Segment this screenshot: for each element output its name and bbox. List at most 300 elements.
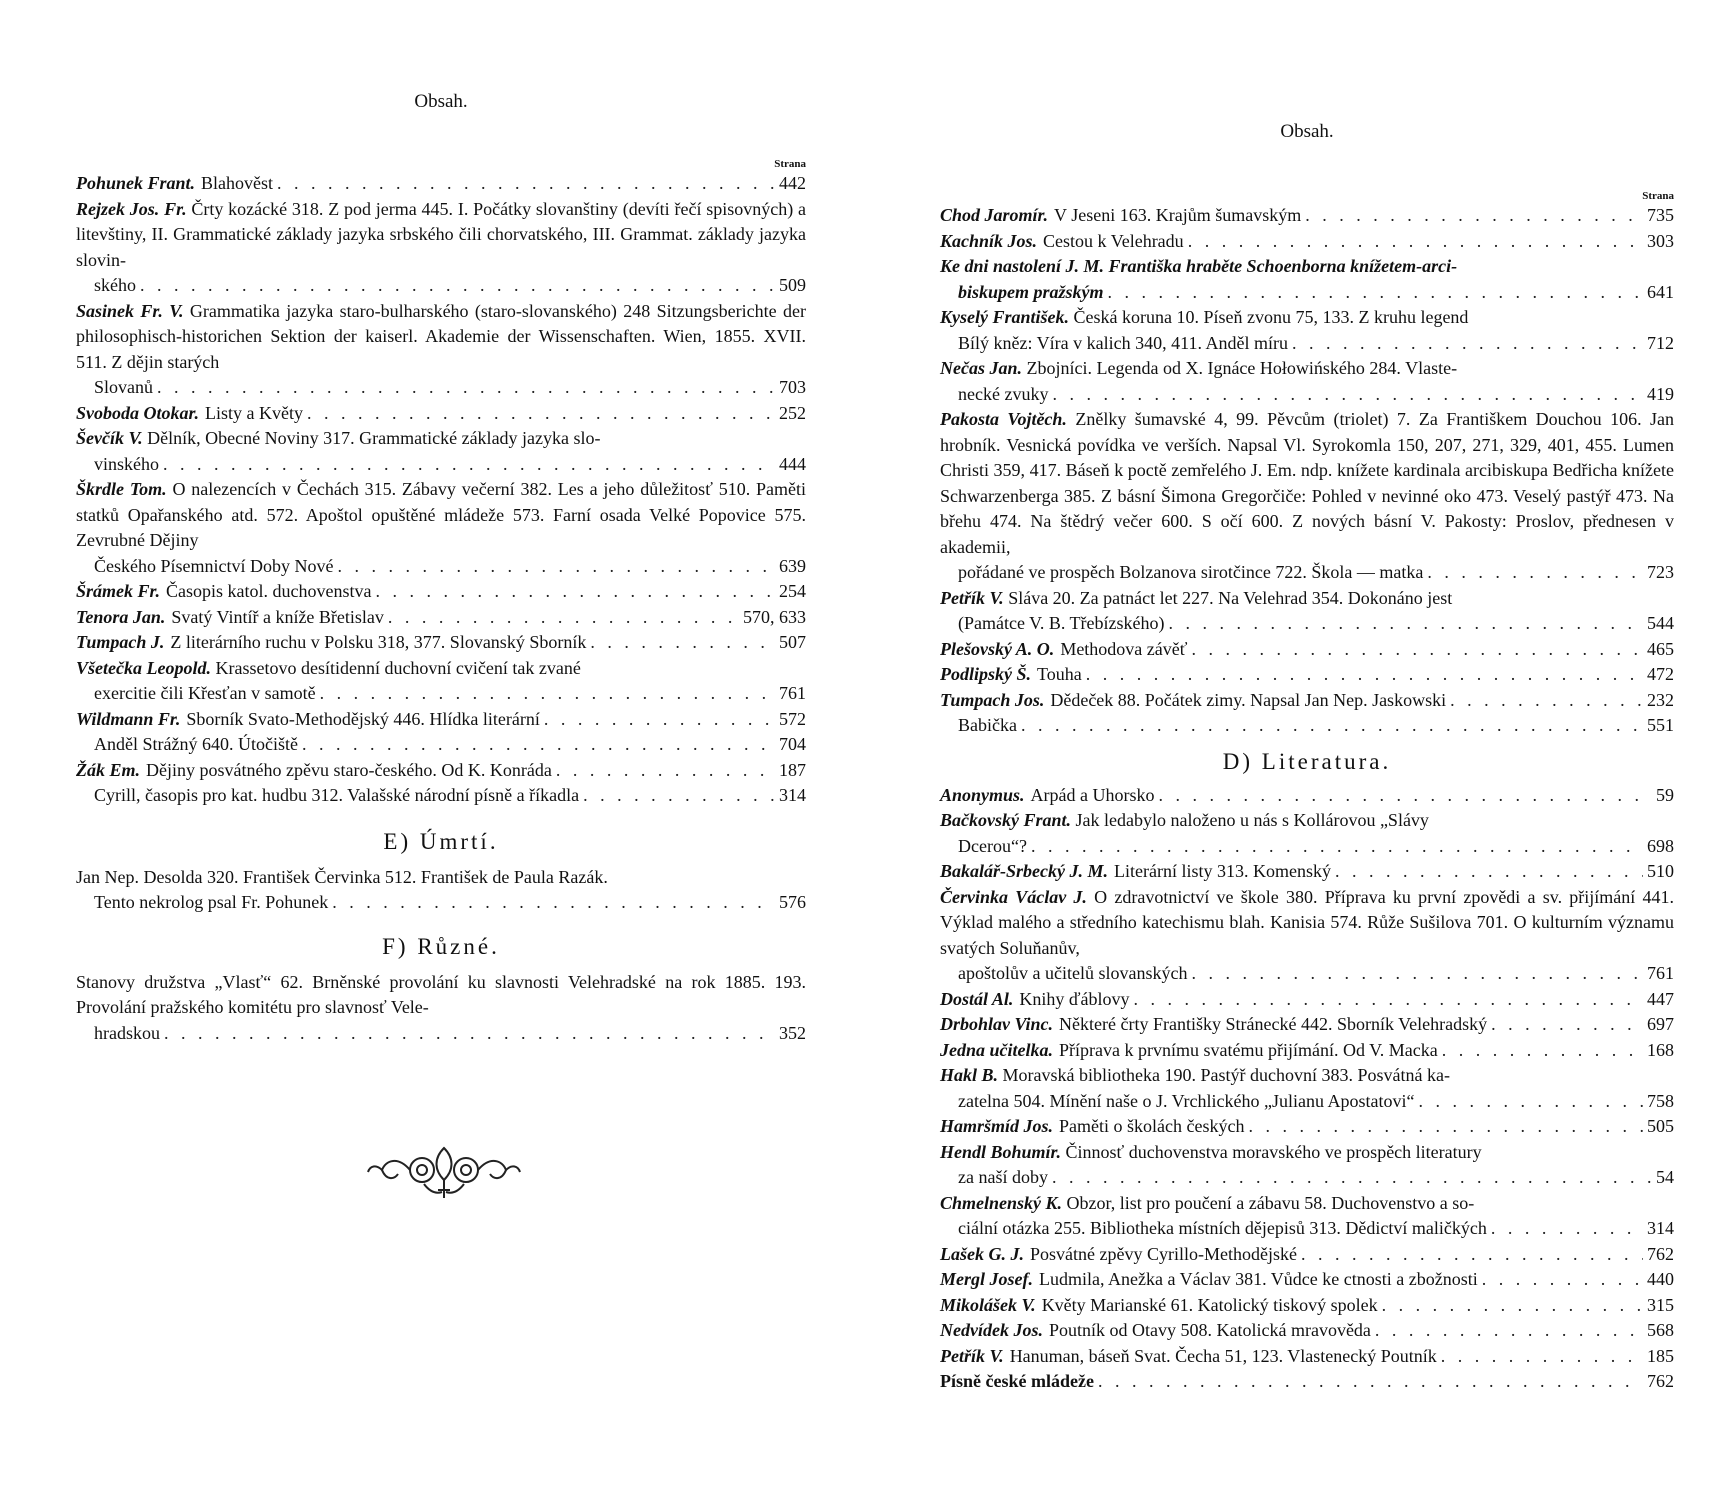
- entry-body: Obzor, list pro poučení a zábavu 58. Duchovenstvo a so-: [1066, 1192, 1475, 1213]
- entry-tail-text: Listy a Květy: [205, 402, 303, 423]
- entry-body: Stanovy družstva „Vlasť“ 62. Brněnské provolání ku slavnosti Velehradské na rok 1885. 193. Provolání pražského komitétu pro slavnosť Vele-: [76, 971, 806, 1017]
- entry-tail-text: Dcerou“?: [958, 835, 1027, 856]
- entry-tail-row: [76, 375, 806, 401]
- entry-page-number: 187: [779, 759, 806, 780]
- toc-entry: [940, 1242, 1674, 1268]
- entry-page-number: 509: [779, 275, 806, 295]
- entry-author: Ševčík V.: [76, 428, 143, 448]
- entry-author: Písně české mládeže: [940, 1371, 1094, 1391]
- leader-dots: [337, 554, 775, 580]
- entry-body: Znělky šumavské 4, 99. Pěvcům (triolet) 7. Za Františkem Douchou 106. Jan hrobník. Vesnická povídka ve verších. Napsal Vl. Syrokomla 150, 207, 271, 329, 401, 455. Lumen Christi 359, 417. Báseň k poctě zemřelého J. Em. ndp. knížete kardinala arcibiskupa Bedřicha knížete Schwarzenberga 385. Z básní Šimona Gregorčiče: Pohled v nevinné oko 473. Veselý pastýř 473. Na břehu 474. Na štědrý večer 600. S očí 600. Z nových básní V. Pakosty: Proslov, přednesen v akademii,: [940, 409, 1674, 557]
- entry-tail-text: biskupem pražským: [958, 281, 1104, 302]
- entry-tail-row: [76, 681, 806, 707]
- entry-page-number: 639: [779, 555, 806, 576]
- entry-tail-text: Květy Marianské 61. Katolický tiskový spolek: [1041, 1294, 1378, 1315]
- leader-dots: [140, 273, 775, 299]
- entry-page-number: 505: [1647, 1116, 1674, 1136]
- entry-tail-text: Cestou k Velehradu: [1043, 230, 1184, 251]
- toc-entry: [76, 401, 806, 427]
- toc-entry: [940, 1114, 1674, 1140]
- entry-author: Pohunek Frant.: [76, 173, 196, 193]
- entry-tail-text: Svatý Vintíř a kníže Břetislav: [171, 606, 384, 627]
- entry-page-number: 472: [1647, 664, 1674, 684]
- entry-tail-row: [76, 273, 806, 299]
- entry-tail-text: hradskou: [94, 1022, 160, 1043]
- entry-page-number: 168: [1647, 1039, 1674, 1060]
- entry-tail-text: necké zvuky: [958, 383, 1049, 404]
- leader-dots: [376, 579, 775, 605]
- entry-author: Rejzek Jos. Fr.: [76, 198, 187, 219]
- leader-dots: [590, 630, 775, 656]
- entry-tail-row: [940, 280, 1674, 306]
- leader-dots: [1021, 713, 1643, 739]
- entry-tail-row: [940, 713, 1674, 739]
- toc-entry: [940, 407, 1674, 586]
- leader-dots: [1442, 1038, 1643, 1064]
- right-entries-top: [940, 203, 1674, 739]
- entry-tail-row: [76, 758, 806, 784]
- entry-author: Mikolášek V.: [940, 1294, 1036, 1315]
- leader-dots: [307, 401, 775, 427]
- entry-page-number: 761: [1647, 963, 1674, 983]
- entry-page-number: 572: [779, 708, 806, 729]
- entry-author: Šrámek Fr.: [76, 581, 161, 601]
- entry-author: Kachník Jos.: [940, 230, 1038, 251]
- entry-tail-row: [940, 331, 1674, 357]
- entry-tail-row: [76, 1021, 806, 1047]
- entry-tail-text: Touha: [1037, 664, 1082, 684]
- entry-tail-text: zatelna 504. Mínění naše o J. Vrchlického „Julianu Apostatovi“: [958, 1090, 1415, 1111]
- entry-head: [76, 426, 806, 452]
- entry-author: Svoboda Otokar.: [76, 402, 200, 423]
- leader-dots: [1382, 1293, 1643, 1319]
- entry-head: [76, 656, 806, 682]
- entry-tail-row: [76, 452, 806, 478]
- entry-page-number: 761: [779, 683, 806, 703]
- entry-author: Kyselý František.: [940, 307, 1069, 327]
- entry-head: [76, 970, 806, 1021]
- leader-dots: [302, 732, 775, 758]
- section-f-entries: [76, 970, 806, 1047]
- entry-head: [940, 356, 1674, 382]
- entry-page-number: 723: [1647, 562, 1674, 582]
- toc-entry: [76, 630, 806, 656]
- toc-entry: [940, 305, 1674, 356]
- entry-author: Anonymus.: [940, 784, 1025, 805]
- entry-tail-text: Methodova závěť: [1060, 638, 1188, 659]
- entry-head: [940, 885, 1674, 962]
- entry-page-number: 570, 633: [743, 606, 806, 627]
- entry-page-number: 54: [1656, 1167, 1674, 1187]
- toc-entry: [940, 859, 1674, 885]
- entry-author: Bačkovský Frant.: [940, 810, 1072, 830]
- entry-tail-row: [940, 229, 1674, 255]
- entry-body: Dělník, Obecné Noviny 317. Grammatické základy jazyka slo-: [147, 428, 601, 448]
- entry-body: Grammatika jazyka staro-bulharského (staro-slovanského) 248 Sitzungsberichte der philosophisch-historichen Sektion der kaiserl. Akademie der Wissenschaften. Wien, 1855. XVII. 511. Z dějin starých: [76, 300, 807, 372]
- section-d-heading: D) Literatura.: [1222, 748, 1392, 774]
- right-page: [940, 0, 1674, 1395]
- leader-dots: [1191, 961, 1643, 987]
- toc-entry: [76, 426, 806, 477]
- entry-page-number: 510: [1647, 861, 1674, 881]
- entry-head: [940, 1063, 1674, 1089]
- entry-page-number: 465: [1647, 638, 1674, 659]
- entry-author: Pakosta Vojtěch.: [940, 409, 1067, 429]
- entry-page-number: 254: [779, 581, 806, 601]
- entry-author: Žák Em.: [76, 759, 141, 780]
- entry-tail-row: [940, 859, 1674, 885]
- entry-page-number: 735: [1647, 205, 1674, 225]
- entry-page-number: 507: [779, 632, 806, 652]
- entry-author: Dostál Al.: [940, 988, 1014, 1009]
- entry-page-number: 641: [1647, 281, 1674, 302]
- entry-tail-row: [940, 987, 1674, 1013]
- entry-page-number: 59: [1656, 784, 1674, 805]
- entry-page-number: 697: [1647, 1014, 1674, 1034]
- entry-author: Hamršmíd Jos.: [940, 1116, 1054, 1136]
- entry-tail-text: ciální otázka 255. Bibliotheka místních dějepisů 313. Dědictví maličkých: [958, 1218, 1487, 1238]
- entry-tail-row: [940, 203, 1674, 229]
- entry-tail-row: [940, 1012, 1674, 1038]
- entry-tail-row: [76, 605, 806, 631]
- entry-tail-row: [76, 890, 806, 916]
- entry-page-number: 352: [779, 1022, 806, 1043]
- toc-entry: [940, 1369, 1674, 1395]
- entry-author: Všetečka Leopold.: [76, 657, 211, 678]
- toc-entry: [76, 707, 806, 758]
- entry-author: Plešovský A. O.: [940, 638, 1055, 659]
- leader-dots: [1098, 1369, 1643, 1395]
- toc-entry: [76, 299, 806, 401]
- entry-author: Chmelnenský K.: [940, 1192, 1063, 1213]
- toc-entry: [940, 1012, 1674, 1038]
- leader-dots: [1301, 1242, 1643, 1268]
- toc-entry: [940, 637, 1674, 663]
- toc-entry: [76, 970, 806, 1047]
- leader-dots: [1375, 1318, 1643, 1344]
- leader-dots: [1305, 203, 1643, 229]
- entry-tail-text: vinského: [94, 453, 159, 474]
- leader-dots: [544, 707, 775, 733]
- entry-tail-row: [940, 1114, 1674, 1140]
- entry-page-number: 314: [779, 785, 806, 805]
- leader-dots: [1052, 382, 1643, 408]
- left-page: [76, 0, 806, 1046]
- entry-body: Krassetovo desítidenní duchovní cvičení tak zvané: [215, 657, 581, 678]
- entry-tail-text: Některé črty Františky Stránecké 442. Sborník Velehradský: [1059, 1014, 1488, 1034]
- entry-tail-text: Z literárního ruchu v Polsku 318, 377. Slovanský Sborník: [170, 632, 587, 652]
- entry-tail-row: [76, 579, 806, 605]
- entry-tail-row: [940, 1165, 1674, 1191]
- leader-dots: [1335, 859, 1643, 885]
- entry-tail-text: Hanuman, báseň Svat. Čecha 51, 123. Vlastenecký Poutník: [1009, 1345, 1437, 1366]
- leader-dots: [320, 681, 775, 707]
- entry-body: Činnosť duchovenstva moravského ve prospěch literatury: [1065, 1141, 1482, 1162]
- entry-tail-text: Literární listy 313. Komenský: [1114, 861, 1331, 881]
- entry-tail-text: Českého Písemnictví Doby Nové: [94, 555, 334, 576]
- entry-body: O nalezencích v Čechách 315. Zábavy večerní 382. Les a jeho důležitosť 510. Paměti statků Opařanského atd. 572. Apoštol opuštěné mládeže 573. Farní osada Velké Popovice 575. Zevrubné Dějiny: [76, 479, 806, 550]
- entry-tail-text: (Památce V. B. Třebízského): [958, 613, 1165, 633]
- toc-entry: [940, 203, 1674, 229]
- toc-entry: [940, 783, 1674, 809]
- entry-tail-row: [940, 637, 1674, 663]
- right-page-title: Obsah.: [1280, 121, 1334, 142]
- leader-dots: [583, 783, 775, 809]
- toc-entry: [76, 477, 806, 579]
- entry-tail-text: V Jeseni 163. Krajům šumavským: [1054, 205, 1302, 225]
- leader-dots: [332, 890, 775, 916]
- entry-tail-text: apoštolův a učitelů slovanských: [958, 963, 1188, 983]
- entry-head: [940, 305, 1674, 331]
- toc-entry: [76, 758, 806, 809]
- entry-author: Chod Jaromír.: [940, 205, 1049, 225]
- entry-body: Moravská bibliotheka 190. Pastýř duchovní 383. Posvátná ka-: [1002, 1065, 1450, 1085]
- section-f-heading: F) Různé.: [382, 933, 500, 959]
- entry-tail-text: Slovanů: [94, 377, 154, 397]
- entry-tail-row: [76, 630, 806, 656]
- entry-head: [76, 197, 806, 274]
- entry-tail-row: [940, 382, 1674, 408]
- entry-tail-row: [940, 1038, 1674, 1064]
- entry-author: Hendl Bohumír.: [940, 1141, 1062, 1162]
- leader-dots: [388, 605, 739, 631]
- leader-dots: [1086, 662, 1643, 688]
- entry-author: Červinka Václav J.: [940, 886, 1087, 907]
- entry-head: [940, 1140, 1674, 1166]
- entry-tail-text: Knihy ďáblovy: [1019, 988, 1130, 1009]
- entry-page-number: 576: [779, 892, 806, 912]
- leader-dots: [157, 375, 775, 401]
- entry-author: Wildmann Fr.: [76, 708, 181, 729]
- entry-page-number: 568: [1647, 1320, 1674, 1340]
- entry-head: [940, 808, 1674, 834]
- entry-tail-text: pořádané ve prospěch Bolzanova sirotčince 722. Škola — matka: [958, 562, 1424, 582]
- entry-author: Lašek G. J.: [940, 1243, 1024, 1264]
- entry-page-number: 303: [1647, 230, 1674, 251]
- toc-entry: [76, 865, 806, 916]
- entry-page-number: 447: [1647, 988, 1674, 1009]
- entry-author: Petřík V.: [940, 587, 1004, 608]
- leader-dots: [1191, 637, 1643, 663]
- leader-dots: [1108, 280, 1643, 306]
- entry-tail-text: Posvátné zpěvy Cyrillo-Methodějské: [1030, 1243, 1297, 1264]
- leader-dots: [1450, 688, 1643, 714]
- left-entries-top: [76, 171, 806, 809]
- leader-dots: [1441, 1344, 1643, 1370]
- entry-tail-text: Anděl Strážný 640. Útočiště: [94, 734, 298, 754]
- leader-dots: [164, 1021, 775, 1047]
- toc-entry: [76, 197, 806, 299]
- leader-dots: [1168, 611, 1643, 637]
- entry-page-number: 551: [1647, 715, 1674, 735]
- entry-tail-text: Tento nekrolog psal Fr. Pohunek: [94, 892, 329, 912]
- toc-entry: [76, 605, 806, 631]
- leader-dots: [277, 171, 775, 197]
- toc-entry: [76, 171, 806, 197]
- leader-dots: [1248, 1114, 1643, 1140]
- entry-tail-text: Blahověst: [201, 173, 274, 193]
- entry-author: Jedna učitelka.: [940, 1039, 1053, 1060]
- entry-page-number: 712: [1647, 332, 1674, 353]
- entry-author: Nečas Jan.: [940, 358, 1022, 378]
- leader-dots: [1491, 1012, 1643, 1038]
- entry-body: O zdravotnictví ve škole 380. Příprava ku první zpovědi a sv. přijímání 441. Výklad malého a středního katechismu blah. Kanisia 574. Růže Sušilova 701. O kulturním významu svatých Soluňanův,: [940, 886, 1674, 958]
- entry-tail-row: [76, 554, 806, 580]
- toc-entry: [940, 688, 1674, 739]
- entry-author: Hakl B.: [940, 1065, 999, 1085]
- left-page-title: Obsah.: [414, 91, 468, 112]
- right-column-header: Strana: [1642, 190, 1674, 202]
- entry-tail-row: [76, 732, 806, 758]
- toc-entry: [940, 254, 1674, 305]
- entry-body: Česká koruna 10. Píseň zvonu 75, 133. Z kruhu legend: [1073, 307, 1469, 327]
- entry-tail-row: [940, 662, 1674, 688]
- toc-entry: [940, 1318, 1674, 1344]
- entry-page-number: 440: [1647, 1269, 1674, 1289]
- entry-tail-row: [940, 1267, 1674, 1293]
- leader-dots: [1052, 1165, 1652, 1191]
- entry-tail-row: [940, 961, 1674, 987]
- entry-head: [76, 299, 806, 376]
- entry-tail-text: Dějiny posvátného zpěvu staro-českého. Od K. Konráda: [146, 759, 552, 780]
- entry-author: Tumpach Jos.: [940, 689, 1045, 710]
- entry-page-number: 419: [1647, 383, 1674, 404]
- entry-head: [76, 477, 806, 554]
- entry-page-number: 315: [1647, 1294, 1674, 1315]
- entry-tail-text: za naší doby: [958, 1167, 1048, 1187]
- leader-dots: [1427, 560, 1643, 586]
- entry-tail-row: [940, 688, 1674, 714]
- leader-dots: [1188, 229, 1643, 255]
- entry-tail-row: [940, 560, 1674, 586]
- left-column-header: Strana: [774, 158, 806, 170]
- toc-entry: [76, 656, 806, 707]
- entry-tail-row: [940, 1369, 1674, 1395]
- leader-dots: [1031, 834, 1643, 860]
- toc-entry: [940, 229, 1674, 255]
- toc-entry: [940, 586, 1674, 637]
- leader-dots: [1482, 1267, 1643, 1293]
- toc-entry: [940, 1038, 1674, 1064]
- entry-head: [940, 586, 1674, 612]
- entry-author: Škrdle Tom.: [76, 479, 167, 499]
- toc-entry: [940, 1293, 1674, 1319]
- entry-tail-text: Poutník od Otavy 508. Katolická mravověda: [1048, 1320, 1371, 1340]
- entry-author: Petřík V.: [940, 1345, 1004, 1366]
- toc-entry: [940, 356, 1674, 407]
- entry-tail-row: [76, 783, 806, 809]
- entry-tail-text: Ludmila, Anežka a Václav 381. Vůdce ke ctnosti a zbožnosti: [1039, 1269, 1478, 1289]
- entry-tail-text: Arpád a Uhorsko: [1030, 784, 1155, 805]
- leader-dots: [1159, 783, 1652, 809]
- entry-author: Tumpach J.: [76, 632, 165, 652]
- leader-dots: [1292, 331, 1643, 357]
- entry-tail-row: [940, 1293, 1674, 1319]
- entry-page-number: 314: [1647, 1218, 1674, 1238]
- entry-tail-row: [76, 171, 806, 197]
- section-e-entries: [76, 865, 806, 916]
- entry-author: Tenora Jan.: [76, 606, 166, 627]
- entry-head: [940, 407, 1674, 560]
- entry-author: Bakalář-Srbecký J. M.: [940, 861, 1108, 881]
- entry-tail-row: [940, 1242, 1674, 1268]
- entry-tail-text: exercitie čili Křesťan v samotě: [94, 683, 316, 703]
- toc-entry: [940, 1344, 1674, 1370]
- entry-tail-text: Příprava k prvnímu svatému přijímání. Od V. Macka: [1059, 1039, 1438, 1060]
- ornament-vignette-icon: [364, 1140, 524, 1204]
- entry-page-number: 703: [779, 377, 806, 397]
- entry-author: Nedvídek Jos.: [940, 1320, 1043, 1340]
- entry-head: [940, 254, 1674, 280]
- leader-dots: [556, 758, 775, 784]
- entry-tail-row: [76, 707, 806, 733]
- entry-tail-text: Časopis katol. duchovenstva: [166, 581, 372, 601]
- entry-tail-text: ského: [94, 275, 136, 295]
- entry-tail-row: [940, 611, 1674, 637]
- toc-entry: [940, 885, 1674, 987]
- entry-tail-row: [940, 1216, 1674, 1242]
- entry-author: Sasinek Fr. V.: [76, 300, 184, 321]
- entry-page-number: 762: [1647, 1243, 1674, 1264]
- toc-entry: [940, 1063, 1674, 1114]
- leader-dots: [1134, 987, 1644, 1013]
- entry-tail-row: [940, 834, 1674, 860]
- leader-dots: [163, 452, 775, 478]
- section-d-entries: [940, 783, 1674, 1395]
- entry-tail-text: Paměti o školách českých: [1059, 1116, 1245, 1136]
- entry-tail-text: Dědeček 88. Počátek zimy. Napsal Jan Nep. Jaskowski: [1050, 689, 1447, 710]
- entry-page-number: 698: [1647, 835, 1674, 856]
- leader-dots: [1418, 1089, 1643, 1115]
- entry-page-number: 762: [1647, 1371, 1674, 1391]
- leader-dots: [1491, 1216, 1643, 1242]
- entry-page-number: 185: [1647, 1345, 1674, 1366]
- entry-page-number: 758: [1647, 1090, 1674, 1111]
- entry-author: Podlipský Š.: [940, 664, 1032, 684]
- entry-body: Sláva 20. Za patnáct let 227. Na Velehrad 354. Dokonáno jest: [1008, 587, 1453, 608]
- toc-entry: [940, 808, 1674, 859]
- toc-entry: [940, 1140, 1674, 1191]
- section-e-heading: E) Úmrtí.: [383, 828, 499, 854]
- entry-tail-row: [940, 783, 1674, 809]
- entry-author: Mergl Josef.: [940, 1269, 1033, 1289]
- entry-page-number: 544: [1647, 613, 1674, 633]
- entry-tail-text: Cyrill, časopis pro kat. hudbu 312. Valašské národní písně a říkadla: [94, 785, 580, 805]
- entry-body: Jak ledabylo naloženo u nás s Kollárovou „Slávy: [1075, 810, 1429, 830]
- entry-author: Drbohlav Vinc.: [940, 1014, 1054, 1034]
- entry-body: Črty kozácké 318. Z pod jerma 445. I. Počátky slovanštiny (devíti řečí spisovných) a litevštiny, II. Grammatické základy jazyka srbského čili chorvatského, III. Grammat. základy jazyka slovin-: [76, 198, 807, 270]
- entry-head: [76, 865, 806, 891]
- entry-tail-row: [76, 401, 806, 427]
- entry-tail-text: Babička: [958, 715, 1017, 735]
- toc-entry: [940, 1267, 1674, 1293]
- toc-entry: [76, 579, 806, 605]
- entry-body: Zbojníci. Legenda od X. Ignáce Hołowińského 284. Vlaste-: [1026, 358, 1458, 378]
- entry-page-number: 444: [779, 453, 806, 474]
- entry-author: Ke dni nastolení J. M. Františka hraběte Schoenborna knížetem-arci-: [940, 256, 1458, 276]
- entry-tail-row: [940, 1089, 1674, 1115]
- entry-head: [940, 1191, 1674, 1217]
- entry-tail-text: Bílý kněz: Víra v kalich 340, 411. Anděl míru: [958, 332, 1288, 353]
- entry-page-number: 252: [779, 402, 806, 423]
- entry-tail-text: Sborník Svato-Methodějský 446. Hlídka literární: [186, 708, 540, 729]
- entry-page-number: 704: [779, 734, 806, 754]
- toc-entry: [940, 987, 1674, 1013]
- entry-tail-row: [940, 1318, 1674, 1344]
- entry-tail-row: [940, 1344, 1674, 1370]
- entry-page-number: 232: [1647, 689, 1674, 710]
- toc-entry: [940, 662, 1674, 688]
